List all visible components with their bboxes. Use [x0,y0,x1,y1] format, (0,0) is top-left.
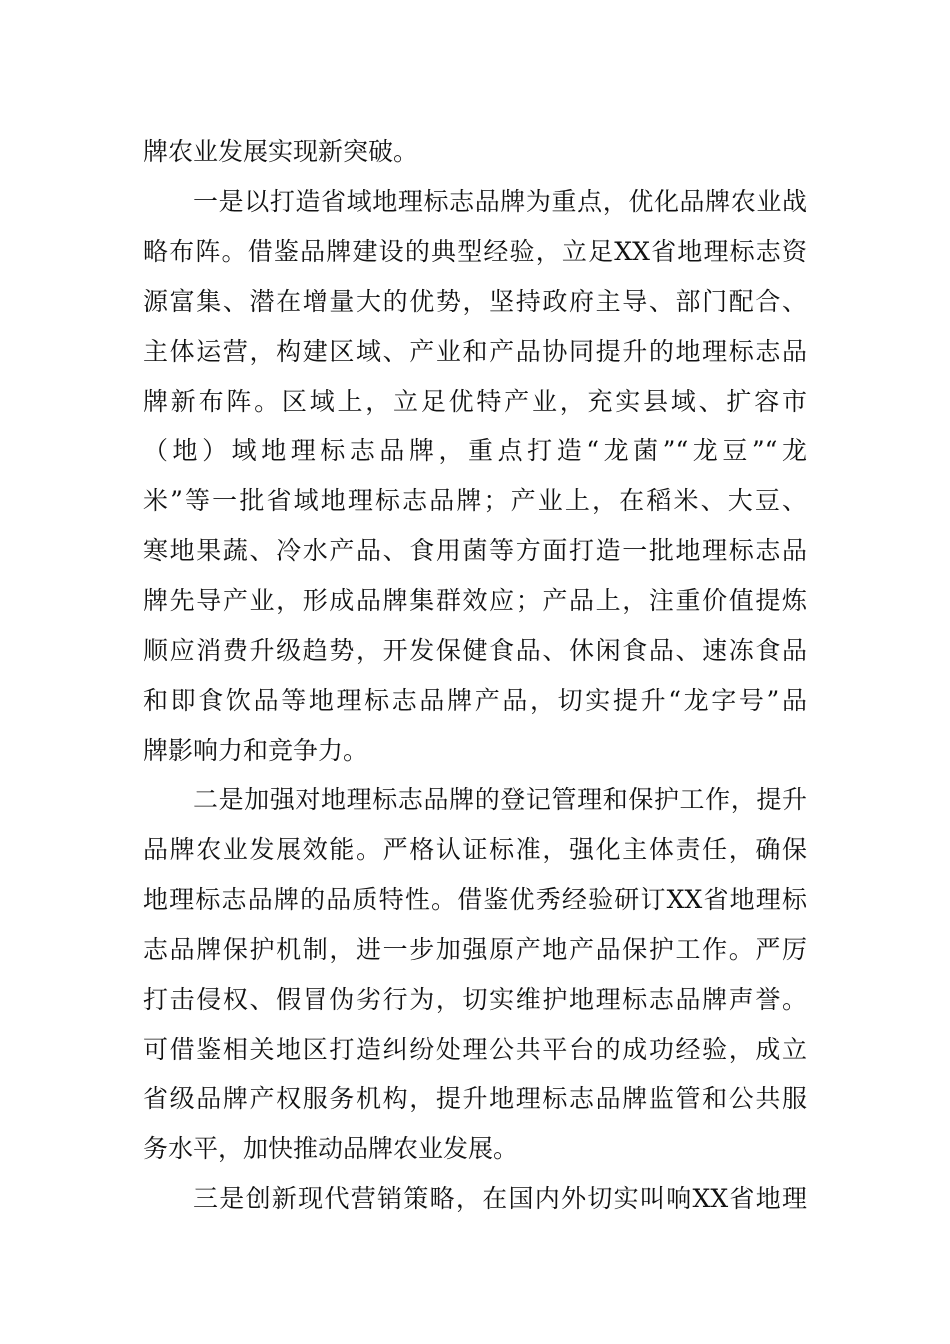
paragraph-line: 可借鉴相关地区打造纠纷处理公共平台的成功经验，成立 [143,1035,807,1064]
paragraph-line: 二是加强对地理标志品牌的登记管理和保护工作，提升 [193,785,807,814]
paragraph-line: （地）域地理标志品牌，重点打造“龙菌”“龙豆”“龙 [143,436,807,465]
paragraph-line: 米”等一批省域地理标志品牌；产业上，在稻米、大豆、 [143,486,807,515]
paragraph-line: 务水平，加快推动品牌农业发展。 [143,1134,519,1163]
paragraph-line: 主体运营，构建区域、产业和产品协同提升的地理标志品 [143,337,807,366]
paragraph-line: 打击侵权、假冒伪劣行为，切实维护地理标志品牌声誉。 [143,985,807,1014]
paragraph-line: 略布阵。借鉴品牌建设的典型经验，立足XX省地理标志资 [143,237,807,266]
paragraph-line: 一是以打造省域地理标志品牌为重点，优化品牌农业战 [193,187,807,216]
paragraph-line: 牌新布阵。区域上，立足优特产业，充实县域、扩容市 [143,387,807,416]
paragraph-line: 源富集、潜在增量大的优势，坚持政府主导、部门配合、 [143,287,807,316]
paragraph-line: 和即食饮品等地理标志品牌产品，切实提升“龙字号”品 [143,686,807,715]
paragraph-line: 顺应消费升级趋势，开发保健食品、休闲食品、速冻食品 [143,636,807,665]
paragraph-line: 省级品牌产权服务机构，提升地理标志品牌监管和公共服 [143,1084,807,1113]
paragraph-line: 寒地果蔬、冷水产品、食用菌等方面打造一批地理标志品 [143,536,807,565]
paragraph-line: 牌影响力和竞争力。 [143,736,369,765]
paragraph-line: 牌农业发展实现新突破。 [143,137,419,166]
paragraph-line: 地理标志品牌的品质特性。借鉴优秀经验研订XX省地理标 [143,885,807,914]
paragraph-line: 牌先导产业，形成品牌集群效应；产品上，注重价值提炼 [143,586,807,615]
paragraph-line: 品牌农业发展效能。严格认证标准，强化主体责任，确保 [143,835,807,864]
paragraph-line: 志品牌保护机制，进一步加强原产地产品保护工作。严厉 [143,935,807,964]
paragraph-line: 三是创新现代营销策略，在国内外切实叫响XX省地理 [193,1184,807,1213]
